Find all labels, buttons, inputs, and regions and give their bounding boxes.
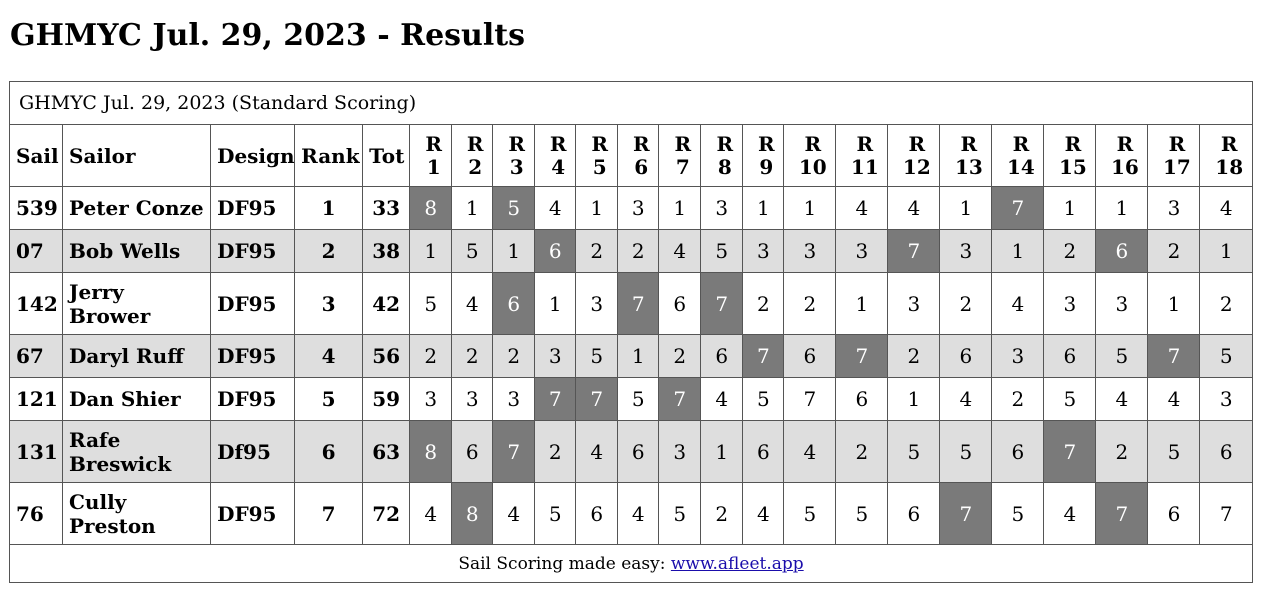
header-race-3 xyxy=(493,125,535,187)
header-race-14 xyxy=(992,125,1044,187)
race-number: 17 xyxy=(1163,154,1191,179)
race-score: 6 xyxy=(1200,421,1253,483)
race-score: 4 xyxy=(888,187,940,230)
boat-design: DF95 xyxy=(211,273,295,335)
sailor-second-line: Breswick xyxy=(69,451,172,476)
sail-number: 67 xyxy=(10,335,63,378)
sailor-name xyxy=(63,335,211,378)
race-score: 7 xyxy=(992,187,1044,230)
race-score: 3 xyxy=(535,335,576,378)
race-score: 7 xyxy=(493,421,535,483)
race-prefix: R xyxy=(591,131,609,156)
table-row xyxy=(10,421,1253,483)
race-score: 3 xyxy=(659,421,701,483)
race-score: 3 xyxy=(452,378,493,421)
race-number: 1 xyxy=(426,154,441,179)
race-score: 1 xyxy=(1044,187,1096,230)
race-score: 5 xyxy=(535,483,576,545)
boat-design: DF95 xyxy=(211,230,295,273)
race-score: 4 xyxy=(1200,187,1253,230)
race-number: 15 xyxy=(1058,154,1087,179)
table-row xyxy=(10,483,1253,545)
race-score: 1 xyxy=(493,230,535,273)
race-score: 5 xyxy=(410,273,452,335)
race-score: 4 xyxy=(1096,378,1148,421)
sailor-first-line: Rafe xyxy=(69,427,121,452)
race-score: 5 xyxy=(1096,335,1148,378)
race-score: 2 xyxy=(743,273,784,335)
race-score: 1 xyxy=(410,230,452,273)
race-score: 5 xyxy=(1200,335,1253,378)
race-score: 2 xyxy=(576,230,618,273)
race-number: 10 xyxy=(798,154,827,179)
race-score: 2 xyxy=(992,378,1044,421)
sailor-first-line: Cully xyxy=(69,489,127,514)
race-score: 7 xyxy=(784,378,836,421)
rank-value: 3 xyxy=(295,273,363,335)
race-score: 2 xyxy=(1044,230,1096,273)
sailor-first-line: Jerry xyxy=(69,279,124,304)
race-score: 6 xyxy=(940,335,992,378)
race-score: 5 xyxy=(1044,378,1096,421)
race-score: 6 xyxy=(1044,335,1096,378)
sail-number: 76 xyxy=(10,483,63,545)
race-score: 3 xyxy=(1200,378,1253,421)
race-score: 6 xyxy=(992,421,1044,483)
sail-number: 539 xyxy=(10,187,63,230)
race-number: 14 xyxy=(1006,154,1035,179)
total-value: 72 xyxy=(363,483,410,545)
afleet-link[interactable]: www.afleet.app xyxy=(670,553,804,574)
race-prefix: R xyxy=(856,131,874,156)
race-score: 7 xyxy=(535,378,576,421)
header-race-13 xyxy=(940,125,992,187)
race-score: 6 xyxy=(888,483,940,545)
race-score: 3 xyxy=(618,187,659,230)
sailor-name xyxy=(63,483,211,545)
race-score: 7 xyxy=(1044,421,1096,483)
race-score: 3 xyxy=(1148,187,1200,230)
race-number: 16 xyxy=(1110,154,1139,179)
race-score: 6 xyxy=(493,273,535,335)
race-score: 6 xyxy=(1096,230,1148,273)
race-prefix: R xyxy=(549,131,567,156)
boat-design: Df95 xyxy=(211,421,295,483)
total-value: 38 xyxy=(363,230,410,273)
race-score: 3 xyxy=(1044,273,1096,335)
race-score: 6 xyxy=(1148,483,1200,545)
race-score: 5 xyxy=(836,483,888,545)
race-score: 4 xyxy=(940,378,992,421)
race-score: 1 xyxy=(836,273,888,335)
sail-number: 142 xyxy=(10,273,63,335)
race-score: 1 xyxy=(940,187,992,230)
sailor-name xyxy=(63,187,211,230)
race-score: 1 xyxy=(1148,273,1200,335)
race-score: 4 xyxy=(576,421,618,483)
rank-value: 2 xyxy=(295,230,363,273)
race-score: 5 xyxy=(701,230,743,273)
race-prefix: R xyxy=(960,131,978,156)
race-score: 3 xyxy=(493,378,535,421)
race-score: 8 xyxy=(410,187,452,230)
race-score: 2 xyxy=(888,335,940,378)
rank-value: 5 xyxy=(295,378,363,421)
table-footer xyxy=(10,545,1253,583)
sailor-second-line: Brower xyxy=(69,303,151,328)
sailor-first-line: Bob Wells xyxy=(69,239,181,263)
race-score: 3 xyxy=(410,378,452,421)
total-value: 63 xyxy=(363,421,410,483)
header-race-9 xyxy=(743,125,784,187)
rank-value: 4 xyxy=(295,335,363,378)
race-number: 4 xyxy=(551,154,566,179)
sailor-first-line: Peter Conze xyxy=(69,196,204,220)
sailor-name xyxy=(63,273,211,335)
race-score: 2 xyxy=(410,335,452,378)
race-score: 7 xyxy=(836,335,888,378)
race-score: 6 xyxy=(743,421,784,483)
header-sailor: Sailor xyxy=(63,125,211,187)
race-score: 2 xyxy=(1096,421,1148,483)
sailor-name xyxy=(63,421,211,483)
race-score: 4 xyxy=(410,483,452,545)
race-score: 7 xyxy=(659,378,701,421)
race-prefix: R xyxy=(1168,131,1186,156)
header-race-16 xyxy=(1096,125,1148,187)
race-score: 2 xyxy=(618,230,659,273)
boat-design: DF95 xyxy=(211,483,295,545)
race-score: 6 xyxy=(701,335,743,378)
results-table xyxy=(9,81,1253,583)
race-score: 8 xyxy=(410,421,452,483)
sailor-second-line: Preston xyxy=(69,513,156,538)
race-score: 4 xyxy=(1148,378,1200,421)
race-score: 8 xyxy=(452,483,493,545)
race-score: 2 xyxy=(701,483,743,545)
header-race-2 xyxy=(452,125,493,187)
rank-value: 7 xyxy=(295,483,363,545)
race-number: 8 xyxy=(717,154,732,179)
sail-number: 131 xyxy=(10,421,63,483)
race-number: 7 xyxy=(675,154,690,179)
race-prefix: R xyxy=(1116,131,1134,156)
race-prefix: R xyxy=(508,131,526,156)
header-race-8 xyxy=(701,125,743,187)
race-score: 3 xyxy=(743,230,784,273)
race-number: 3 xyxy=(509,154,524,179)
header-race-18 xyxy=(1200,125,1253,187)
race-score: 1 xyxy=(888,378,940,421)
sailor-name xyxy=(63,230,211,273)
race-score: 7 xyxy=(576,378,618,421)
table-caption: GHMYC Jul. 29, 2023 (Standard Scoring) xyxy=(10,82,1253,125)
race-score: 4 xyxy=(836,187,888,230)
race-number: 18 xyxy=(1215,154,1244,179)
race-score: 6 xyxy=(535,230,576,273)
race-prefix: R xyxy=(674,131,692,156)
race-score: 7 xyxy=(743,335,784,378)
race-score: 2 xyxy=(940,273,992,335)
race-number: 12 xyxy=(902,154,931,179)
race-score: 1 xyxy=(992,230,1044,273)
race-score: 4 xyxy=(659,230,701,273)
race-prefix: R xyxy=(632,131,650,156)
race-score: 3 xyxy=(992,335,1044,378)
race-score: 1 xyxy=(743,187,784,230)
race-prefix: R xyxy=(425,131,442,156)
rank-value: 6 xyxy=(295,421,363,483)
header-race-15 xyxy=(1044,125,1096,187)
race-score: 1 xyxy=(576,187,618,230)
header-race-17 xyxy=(1148,125,1200,187)
race-prefix: R xyxy=(757,131,775,156)
race-score: 7 xyxy=(1200,483,1253,545)
race-prefix: R xyxy=(466,131,484,156)
total-value: 33 xyxy=(363,187,410,230)
race-score: 6 xyxy=(659,273,701,335)
race-score: 7 xyxy=(1148,335,1200,378)
race-score: 1 xyxy=(452,187,493,230)
race-score: 3 xyxy=(576,273,618,335)
table-row xyxy=(10,378,1253,421)
race-score: 4 xyxy=(992,273,1044,335)
footer-text: Sail Scoring made easy: xyxy=(458,553,671,574)
race-score: 3 xyxy=(784,230,836,273)
table-row xyxy=(10,230,1253,273)
race-score: 3 xyxy=(940,230,992,273)
race-score: 4 xyxy=(701,378,743,421)
header-sail: Sail xyxy=(10,125,63,187)
race-score: 5 xyxy=(992,483,1044,545)
total-value: 42 xyxy=(363,273,410,335)
race-prefix: R xyxy=(1064,131,1082,156)
race-score: 4 xyxy=(618,483,659,545)
header-race-12 xyxy=(888,125,940,187)
race-score: 3 xyxy=(888,273,940,335)
race-score: 6 xyxy=(618,421,659,483)
race-score: 4 xyxy=(535,187,576,230)
race-score: 1 xyxy=(784,187,836,230)
race-score: 2 xyxy=(535,421,576,483)
boat-design: DF95 xyxy=(211,378,295,421)
race-score: 7 xyxy=(940,483,992,545)
header-race-1 xyxy=(410,125,452,187)
header-race-11 xyxy=(836,125,888,187)
race-score: 7 xyxy=(618,273,659,335)
race-prefix: R xyxy=(1012,131,1030,156)
sailor-name xyxy=(63,378,211,421)
sailor-first-line: Dan Shier xyxy=(69,387,181,411)
total-value: 56 xyxy=(363,335,410,378)
race-number: 6 xyxy=(634,154,649,179)
race-score: 7 xyxy=(888,230,940,273)
race-score: 7 xyxy=(1096,483,1148,545)
race-score: 1 xyxy=(701,421,743,483)
boat-design: DF95 xyxy=(211,187,295,230)
header-race-5 xyxy=(576,125,618,187)
race-score: 1 xyxy=(1096,187,1148,230)
header-race-10 xyxy=(784,125,836,187)
race-score: 5 xyxy=(576,335,618,378)
table-row xyxy=(10,335,1253,378)
race-score: 1 xyxy=(618,335,659,378)
header-design: Design xyxy=(211,125,295,187)
race-score: 3 xyxy=(1096,273,1148,335)
race-score: 5 xyxy=(659,483,701,545)
race-score: 4 xyxy=(493,483,535,545)
table-header-row xyxy=(10,125,1253,187)
rank-value: 1 xyxy=(295,187,363,230)
race-number: 13 xyxy=(954,154,983,179)
header-race-7 xyxy=(659,125,701,187)
race-score: 5 xyxy=(452,230,493,273)
race-score: 2 xyxy=(659,335,701,378)
sail-number: 121 xyxy=(10,378,63,421)
race-prefix: R xyxy=(804,131,822,156)
race-score: 5 xyxy=(743,378,784,421)
race-score: 1 xyxy=(535,273,576,335)
header-race-4 xyxy=(535,125,576,187)
total-value: 59 xyxy=(363,378,410,421)
race-score: 2 xyxy=(1148,230,1200,273)
race-score: 5 xyxy=(888,421,940,483)
race-score: 2 xyxy=(836,421,888,483)
race-score: 2 xyxy=(1200,273,1253,335)
race-score: 3 xyxy=(701,187,743,230)
race-score: 6 xyxy=(836,378,888,421)
race-score: 1 xyxy=(659,187,701,230)
race-prefix: R xyxy=(908,131,926,156)
race-score: 4 xyxy=(743,483,784,545)
race-score: 2 xyxy=(493,335,535,378)
race-score: 6 xyxy=(784,335,836,378)
race-score: 6 xyxy=(576,483,618,545)
sail-number: 07 xyxy=(10,230,63,273)
race-score: 5 xyxy=(493,187,535,230)
race-score: 5 xyxy=(940,421,992,483)
race-score: 4 xyxy=(1044,483,1096,545)
race-score: 4 xyxy=(452,273,493,335)
race-number: 9 xyxy=(759,154,774,179)
race-score: 7 xyxy=(701,273,743,335)
page-title: GHMYC Jul. 29, 2023 - Results xyxy=(10,18,526,53)
header-race-6 xyxy=(618,125,659,187)
boat-design: DF95 xyxy=(211,335,295,378)
sailor-first-line: Daryl Ruff xyxy=(69,344,184,368)
race-score: 3 xyxy=(836,230,888,273)
race-score: 5 xyxy=(1148,421,1200,483)
race-prefix: R xyxy=(1220,131,1238,156)
table-row xyxy=(10,187,1253,230)
header-rank: Rank xyxy=(295,125,363,187)
race-score: 2 xyxy=(784,273,836,335)
race-score: 4 xyxy=(784,421,836,483)
race-score: 1 xyxy=(1200,230,1253,273)
race-number: 5 xyxy=(592,154,607,179)
table-row xyxy=(10,273,1253,335)
race-score: 6 xyxy=(452,421,493,483)
race-score: 5 xyxy=(618,378,659,421)
race-number: 11 xyxy=(850,154,879,179)
race-number: 2 xyxy=(468,154,483,179)
race-prefix: R xyxy=(716,131,734,156)
header-total: Tot xyxy=(363,125,410,187)
race-score: 5 xyxy=(784,483,836,545)
race-score: 2 xyxy=(452,335,493,378)
